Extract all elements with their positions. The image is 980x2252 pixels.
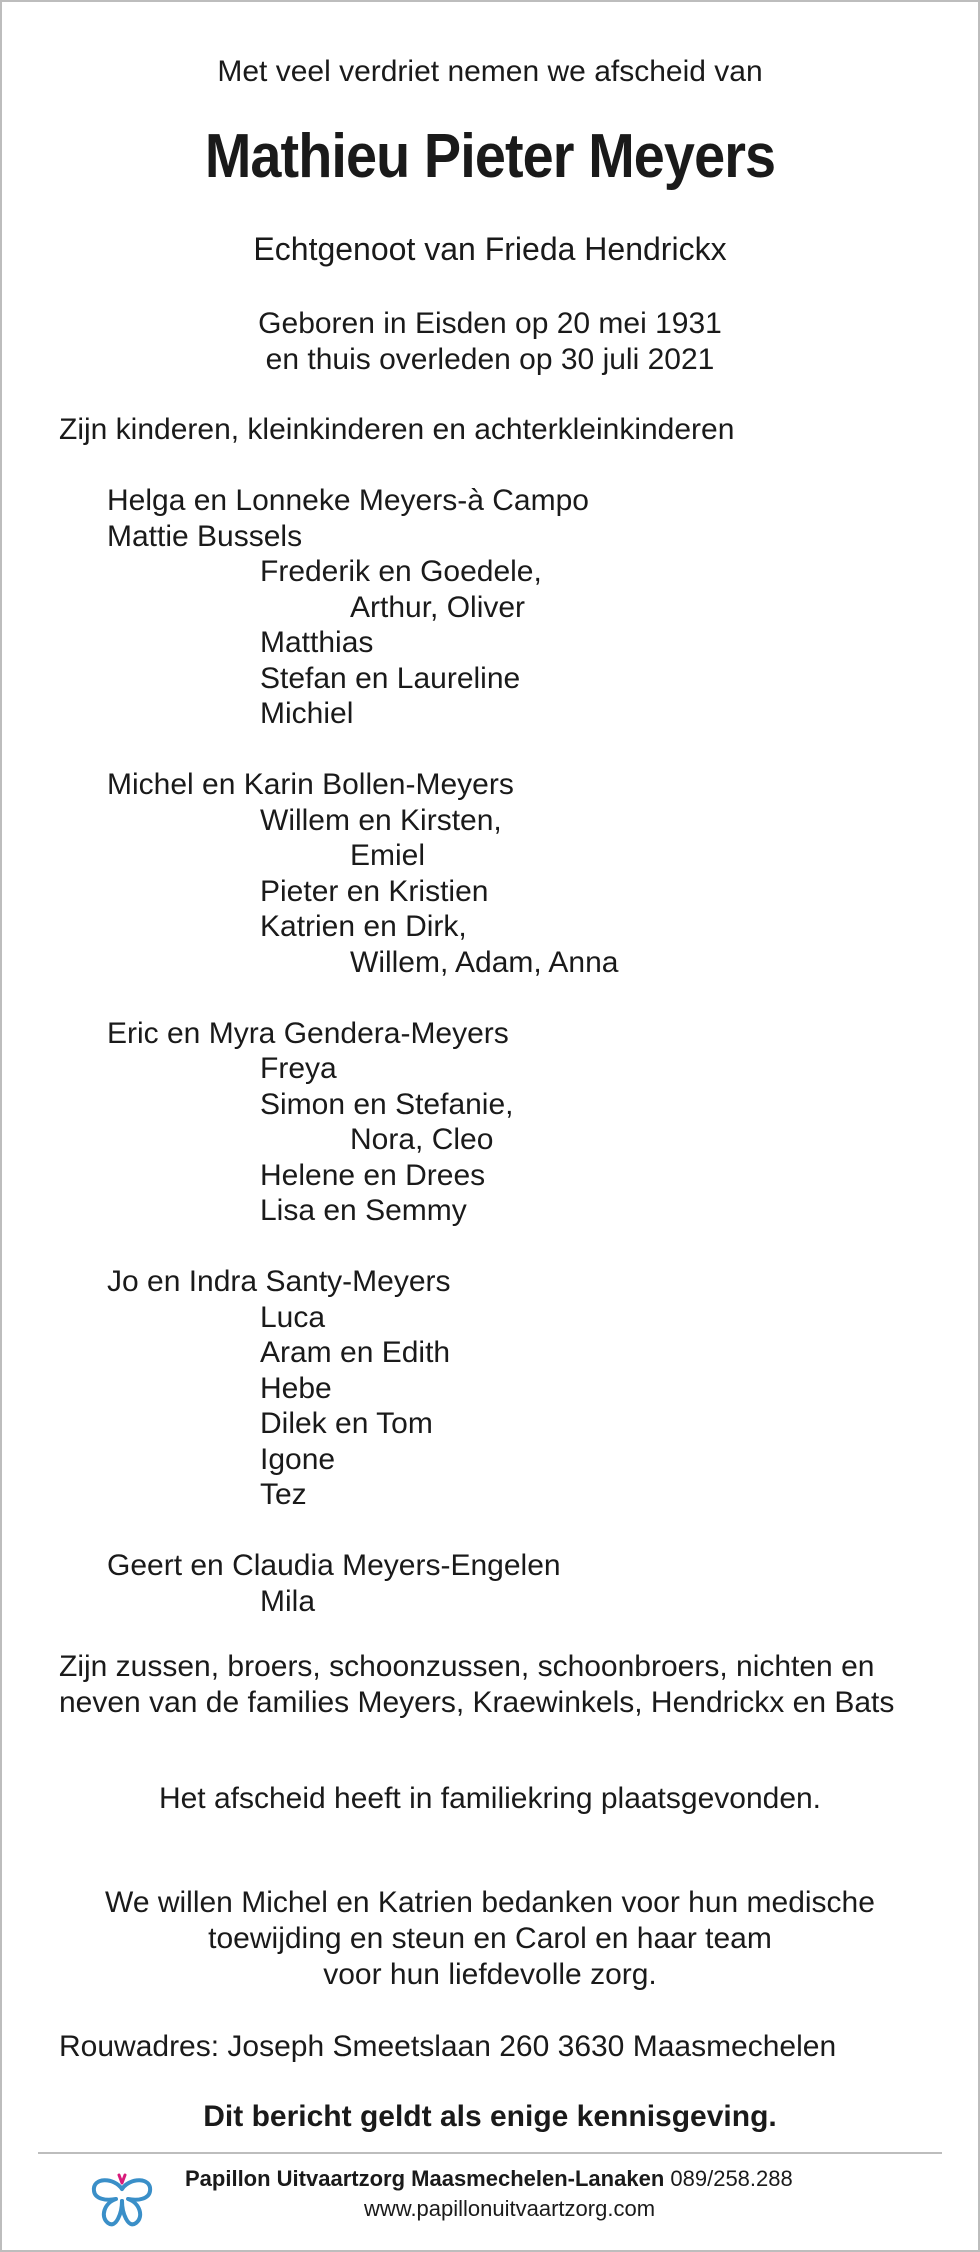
family-member-child: Helga en Lonneke Meyers-à Campo [107,484,589,517]
family-member-grandchild: Michiel [260,697,354,730]
birth-death-dates [2,306,978,378]
family-member-child: Eric en Myra Gendera-Meyers [107,1016,509,1050]
family-member-grandchild: Simon en Stefanie, [260,1087,514,1121]
family-member-great-grandchild: Arthur, Oliver [350,590,526,624]
family-member-grandchild: Igone [260,1442,336,1476]
butterfly-icon [86,2163,158,2235]
thanks-text [2,1885,978,1993]
family-member-child: Mattie Bussels [107,519,303,553]
thanks-line: voor hun liefdevolle zorg. [323,1958,657,1991]
family-member-grandchild: Pieter en Kristien [260,874,489,908]
spouse-line: Echtgenoot van Frieda Hendrickx [253,231,727,267]
family-member-grandchild: Mila [260,1584,316,1618]
family-member-grandchild: Hebe [260,1371,332,1405]
family-member-child: Jo en Indra Santy-Meyers [107,1265,451,1298]
family-member-grandchild: Luca [260,1300,326,1334]
family-member-grandchild: Frederik en Goedele, [260,555,542,588]
funeral-home-phone: 089/258.288 [670,2166,793,2191]
family-member-grandchild: Willem en Kirsten, [260,803,502,837]
family-member-child: Geert en Claudia Meyers-Engelen [107,1549,561,1582]
family-member-grandchild: Matthias [260,626,374,659]
family-member-grandchild: Helene en Drees [260,1158,486,1192]
family-member-grandchild: Katrien en Dirk, [260,910,467,943]
notice-text: Dit bericht geldt als enige kennisgeving. [203,2100,777,2133]
family-member-grandchild: Tez [260,1478,307,1511]
extended-family-line: neven van de families Meyers, Kraewinkels, Hendrickx en Bats [59,1686,895,1719]
family-member-great-grandchild: Nora, Cleo [350,1123,494,1156]
family-member-great-grandchild: Emiel [350,839,426,872]
funeral-home-name: Papillon Uitvaartzorg Maasmechelen-Lanaken [185,2166,665,2191]
family-member-grandchild: Dilek en Tom [260,1407,433,1440]
intro-text: Met veel verdriet nemen we afscheid van [217,55,763,88]
funeral-home-website[interactable]: www.papillonuitvaartzorg.com [364,2196,656,2221]
funeral-home-info [185,2165,793,2193]
thanks-line: We willen Michel en Katrien bedanken voor hun medische [105,1886,875,1919]
family-member-child: Michel en Karin Bollen-Meyers [107,768,514,801]
family-member-grandchild: Stefan en Laureline [260,661,521,695]
death-line: en thuis overleden op 30 juli 2021 [265,343,715,376]
extended-family [59,1649,894,1721]
birth-line: Geboren in Eisden op 20 mei 1931 [258,307,722,340]
family-member-grandchild: Freya [260,1052,337,1085]
thanks-line: toewijding en steun en Carol en haar team [208,1922,772,1955]
family-member-grandchild: Aram en Edith [260,1336,451,1369]
extended-family-line: Zijn zussen, broers, schoonzussen, schoonbroers, nichten en [59,1650,875,1683]
family-member-great-grandchild: Willem, Adam, Anna [350,945,619,979]
farewell-text: Het afscheid heeft in familiekring plaatsgevonden. [158,1782,822,1815]
family-member-grandchild: Lisa en Semmy [260,1194,467,1227]
family-heading: Zijn kinderen, kleinkinderen en achterkleinkinderen [59,413,735,446]
footer-divider [38,2152,942,2154]
deceased-name: Mathieu Pieter Meyers [204,122,776,191]
family-list [59,412,734,1619]
condolence-address: Rouwadres: Joseph Smeetslaan 260 3630 Maasmechelen [59,2030,837,2063]
